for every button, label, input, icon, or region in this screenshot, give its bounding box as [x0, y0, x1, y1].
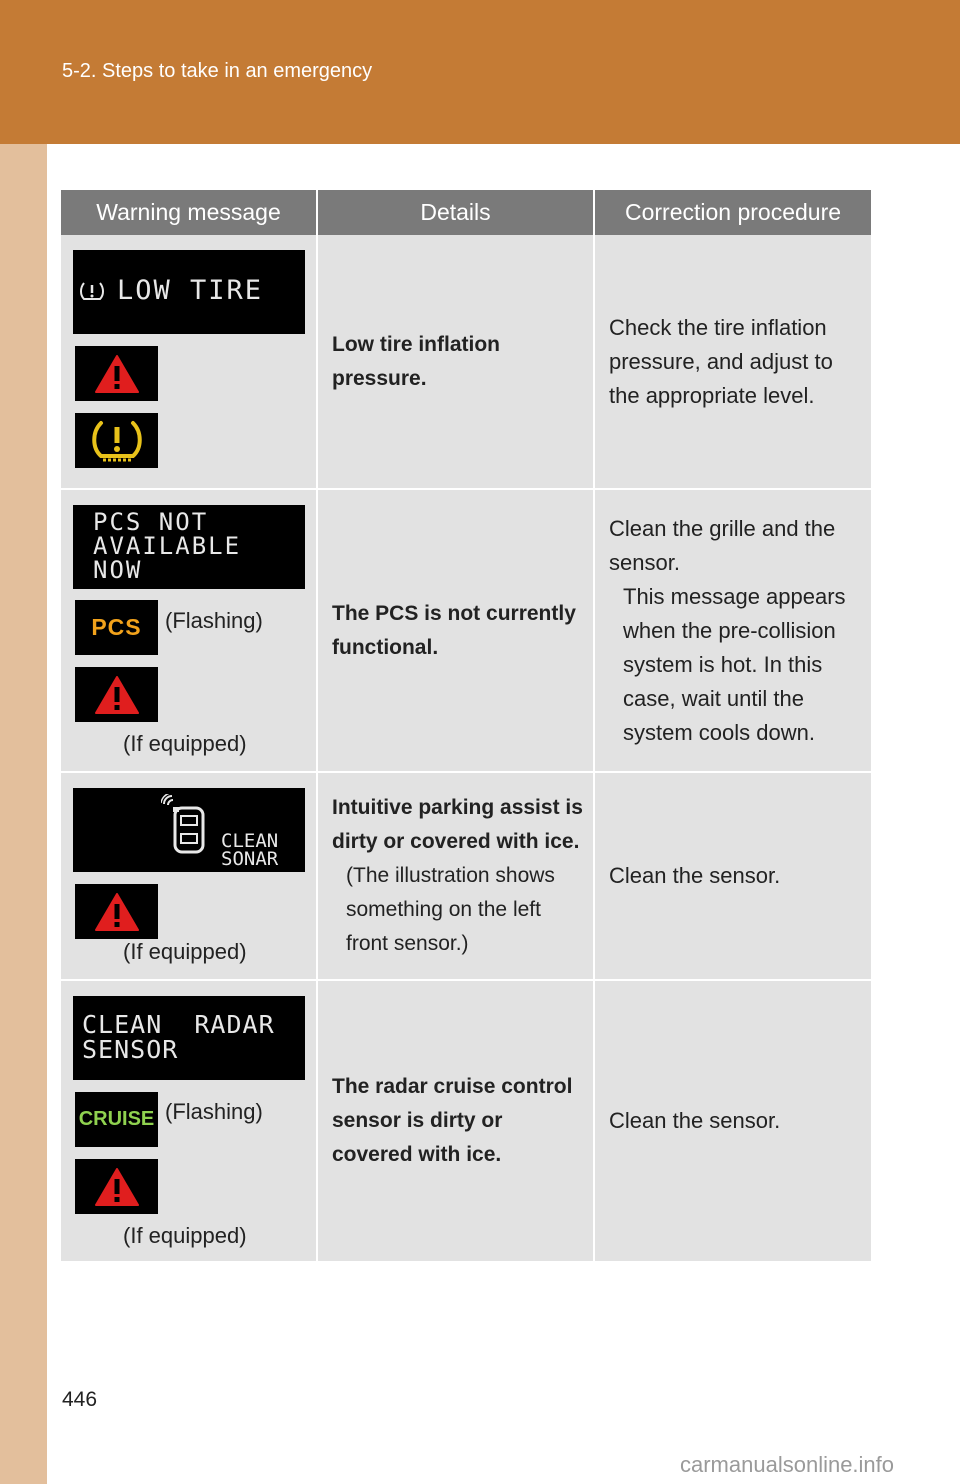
details-text: The PCS is not currently functional.	[332, 601, 576, 659]
flashing-label: (Flashing)	[165, 1099, 263, 1124]
warning-cell	[61, 772, 317, 980]
master-warning-icon-box	[75, 1159, 158, 1214]
correction-cell	[594, 980, 871, 1262]
master-warning-icon-box	[75, 667, 158, 722]
tire-pressure-small-icon	[79, 280, 105, 304]
correction-text: Check the tire inflation pressure, and adjust to the appropriate level.	[609, 314, 833, 408]
master-warning-icon	[94, 1166, 140, 1208]
lcd-line: CLEAN RADAR	[82, 1010, 275, 1039]
lcd-display	[73, 250, 305, 334]
if-equipped-label: (If equipped)	[123, 939, 247, 964]
details-text: Low tire inflation pressure.	[332, 332, 500, 390]
master-warning-icon	[94, 353, 140, 395]
details-cell	[317, 980, 594, 1262]
table-header-row	[61, 190, 871, 235]
pcs-indicator-box	[75, 600, 158, 655]
table-row	[61, 980, 871, 1262]
lcd-line: NOW	[93, 556, 143, 584]
table-row	[61, 772, 871, 980]
section-title: 5-2. Steps to take in an emergency	[62, 60, 373, 82]
page-number: 446	[62, 1388, 98, 1411]
lcd-line: SENSOR	[82, 1035, 179, 1064]
details-block	[318, 791, 593, 961]
lcd-line: SONAR	[221, 848, 279, 870]
details-text: Intuitive parking assist is dirty or covered with ice.	[332, 796, 583, 853]
flashing-label: (Flashing)	[165, 608, 263, 633]
details-text: The radar cruise control sensor is dirty or covered with ice.	[332, 1075, 573, 1166]
master-warning-icon	[94, 674, 140, 716]
lcd-line: LOW TIRE	[117, 275, 264, 306]
details-note: (The illustration shows something on the left front sensor.)	[346, 864, 555, 955]
lcd-line: CLEAN	[221, 830, 279, 852]
correction-cell	[594, 489, 871, 772]
warning-cell	[61, 980, 317, 1262]
correction-block	[595, 512, 871, 750]
correction-text: Clean the sensor.	[609, 1108, 781, 1133]
parking-sensor-car-icon	[161, 794, 211, 856]
table-row	[61, 235, 871, 489]
master-warning-icon-box	[75, 884, 158, 939]
side-strip	[0, 144, 47, 1484]
pcs-indicator-icon: PCS	[91, 614, 142, 640]
page-header	[0, 0, 960, 144]
lcd-display	[73, 788, 305, 872]
col-warning-header: Warning message	[61, 190, 317, 235]
tire-pressure-warning-icon	[89, 418, 145, 464]
warning-cell	[61, 235, 317, 489]
correction-note: This message appears when the pre-collision system is hot. In this case, wait until the system cools down.	[623, 583, 846, 745]
if-equipped-label: (If equipped)	[123, 731, 247, 756]
details-cell	[317, 489, 594, 772]
lcd-line: PCS NOT	[93, 508, 209, 536]
master-warning-icon-box	[75, 346, 158, 401]
warning-table	[61, 190, 871, 1263]
watermark: carmanualsonline.info	[680, 1452, 895, 1477]
col-correction-header: Correction procedure	[594, 190, 871, 235]
correction-text: Clean the grille and the sensor.	[609, 515, 836, 575]
if-equipped-label: (If equipped)	[123, 1223, 247, 1248]
details-cell	[317, 235, 594, 489]
col-details-header: Details	[317, 190, 594, 235]
lcd-display	[73, 505, 305, 589]
correction-text: Clean the sensor.	[609, 863, 781, 888]
lcd-display	[73, 996, 305, 1080]
warning-cell	[61, 489, 317, 772]
cruise-indicator-box	[75, 1092, 158, 1147]
details-cell	[317, 772, 594, 980]
lcd-line: AVAILABLE	[93, 532, 242, 560]
correction-cell	[594, 772, 871, 980]
correction-cell	[594, 235, 871, 489]
tire-pressure-icon-box	[75, 413, 158, 468]
cruise-indicator-icon: CRUISE	[78, 1108, 155, 1130]
table-row	[61, 489, 871, 772]
master-warning-icon	[94, 891, 140, 933]
